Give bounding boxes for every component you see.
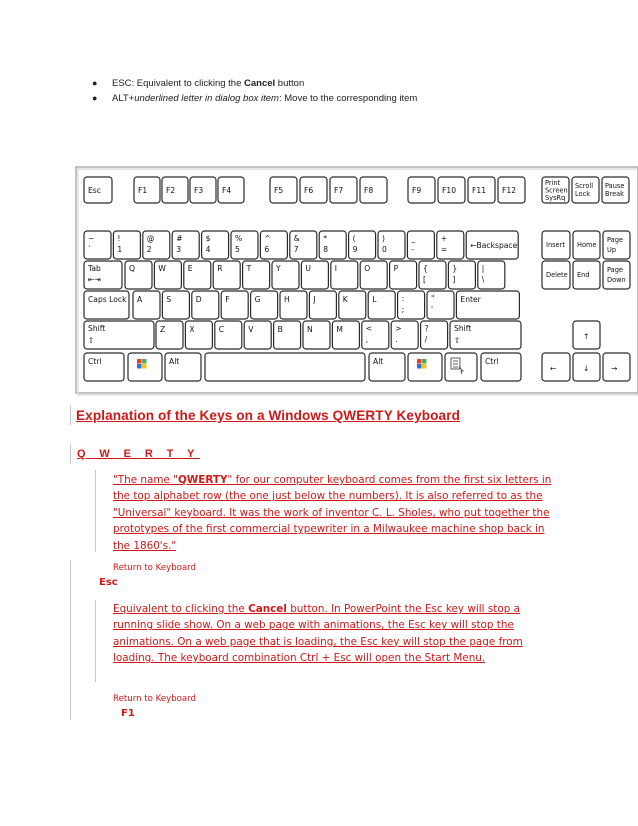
num-key-4[interactable] <box>202 231 229 259</box>
f9-key-label: F9 <box>412 186 422 195</box>
windows-logo-icon <box>137 364 142 369</box>
key-s[interactable] <box>162 291 189 319</box>
key-o[interactable] <box>360 261 387 289</box>
num-key-9-label: ( <box>352 234 356 243</box>
key-x-label: X <box>189 325 195 334</box>
f8-key-label: F8 <box>364 186 374 195</box>
num-key-`-label: ` <box>88 245 92 254</box>
sym-key-2-label: \ <box>481 275 485 284</box>
bullet-text: : Move to the corresponding item <box>278 93 418 104</box>
tab-key-label: Tab <box>88 264 101 273</box>
bullet-dot-icon: ● <box>92 78 98 88</box>
num-key-=-label: + <box>440 234 448 243</box>
left-alt-key[interactable] <box>165 353 201 381</box>
f1-key-label: F1 <box>138 186 148 195</box>
key-l-label: L <box>372 295 377 304</box>
windows-logo-icon <box>137 359 142 364</box>
f7-key[interactable] <box>330 177 357 203</box>
left-rule <box>70 405 71 425</box>
right-alt-key-label: Alt <box>373 357 384 366</box>
sym-key-0-label: [ <box>423 275 426 284</box>
key-r-label: R <box>217 264 223 273</box>
key-n-label: N <box>307 325 313 334</box>
key-j[interactable] <box>309 291 336 319</box>
bullet-item-esc <box>92 76 417 91</box>
f10-key-label: F10 <box>442 186 457 195</box>
left-windows-key[interactable] <box>128 353 162 381</box>
num-key-8[interactable] <box>319 231 346 259</box>
key-i[interactable] <box>331 261 358 289</box>
key-r[interactable] <box>213 261 240 289</box>
sym-key-1[interactable] <box>448 261 475 289</box>
f1-key[interactable] <box>134 177 160 203</box>
num-key-8-label: * <box>323 234 327 243</box>
num-key-4-label: $ <box>205 234 211 243</box>
bullet-text: ALT+ <box>112 93 135 104</box>
f8-key[interactable] <box>360 177 387 203</box>
page-heading[interactable]: Explanation of the Keys on a Windows QWERTY Keyboard <box>76 408 460 423</box>
key-y-label: Y <box>276 264 281 273</box>
key-u-label: U <box>305 264 311 273</box>
page-up-key[interactable] <box>603 231 630 259</box>
key-s-label: S <box>166 295 172 304</box>
num-key-6[interactable] <box>260 231 287 259</box>
windows-logo-icon <box>417 359 422 364</box>
left-shift-key-label: ⇧ <box>88 336 95 345</box>
caps-lock-key[interactable] <box>84 291 129 319</box>
sym-key-1-label: } <box>452 264 458 273</box>
key-x[interactable] <box>185 321 212 349</box>
key-q-label: Q <box>129 264 135 273</box>
page-down-key-label: Down <box>607 276 626 284</box>
windows-logo-icon <box>142 364 147 369</box>
sym-key-0[interactable] <box>419 261 446 289</box>
key-c-label: C <box>218 325 225 334</box>
key-n[interactable] <box>303 321 330 349</box>
right-ctrl-key[interactable] <box>481 353 521 381</box>
key-g-label: G <box>254 295 261 304</box>
f6-key-label: F6 <box>304 186 314 195</box>
esc-key[interactable] <box>84 177 112 203</box>
scroll-lock-key[interactable] <box>572 177 599 203</box>
keyboard-diagram[interactable] <box>72 163 638 397</box>
caps-lock-key-label: Caps Lock <box>88 295 127 304</box>
num-key-2-label: @ <box>146 234 155 243</box>
sym-key-z1-label: . <box>395 335 398 344</box>
sym-key-a1-label: " <box>431 294 435 303</box>
arrow-up-key[interactable] <box>573 321 600 349</box>
f3-key-label: F3 <box>194 186 204 195</box>
sym-key-z1[interactable] <box>391 321 418 349</box>
right-shift-key[interactable] <box>450 321 521 349</box>
tab-key[interactable] <box>84 261 122 289</box>
sym-key-1-label: ] <box>452 275 456 284</box>
f11-key-label: F11 <box>472 186 487 195</box>
sym-key-z2-label: / <box>424 335 428 344</box>
print-screen-key-label: Screen <box>545 186 568 195</box>
left-rule <box>70 560 71 720</box>
paragraph-text: Equivalent to clicking the <box>113 603 249 615</box>
qwerty-heading[interactable]: Q W E R T Y <box>77 448 200 460</box>
print-screen-key-label: Print <box>545 179 561 187</box>
esc-paragraph[interactable] <box>113 601 553 667</box>
f2-key-label: F2 <box>166 186 176 195</box>
key-w[interactable] <box>154 261 181 289</box>
key-f[interactable] <box>221 291 248 319</box>
return-to-keyboard-link[interactable]: Return to Keyboard <box>113 694 197 704</box>
menu-key-cap[interactable] <box>445 353 477 381</box>
arrow-right-key-label: → <box>611 364 618 373</box>
num-key-9-label: 9 <box>352 245 358 254</box>
left-ctrl-key-label: Ctrl <box>88 357 102 366</box>
left-shift-key-label: Shift <box>88 324 106 333</box>
left-rule <box>95 600 96 682</box>
num-key-5[interactable] <box>231 231 258 259</box>
key-d[interactable] <box>192 291 219 319</box>
return-to-keyboard-link[interactable]: Return to Keyboard <box>113 563 197 573</box>
key-k[interactable] <box>339 291 366 319</box>
key-t-label: T <box>246 264 252 273</box>
key-p[interactable] <box>390 261 417 289</box>
key-v-label: V <box>248 325 254 334</box>
pause-break-key-label: Break <box>605 190 625 198</box>
key-b[interactable] <box>274 321 301 349</box>
page-up-key-label: Up <box>607 246 617 254</box>
num-key-`[interactable] <box>84 231 111 259</box>
num-key---label: - <box>411 245 415 254</box>
num-key-=-label: = <box>440 245 448 254</box>
num-key-8-label: 8 <box>323 245 329 254</box>
windows-logo-icon <box>417 364 422 369</box>
right-shift-key-label: ⇧ <box>454 336 461 345</box>
arrow-up-key-label: ↑ <box>583 332 590 341</box>
sym-key-a0[interactable] <box>398 291 425 319</box>
arrow-left-key-label: ← <box>550 364 557 373</box>
num-key-`-label: ~ <box>88 234 95 243</box>
sym-key-z2-label: ? <box>424 324 429 333</box>
key-h-label: H <box>284 295 290 304</box>
key-z-label: Z <box>160 325 166 334</box>
bullet-text: ESC: Equivalent to clicking the <box>112 78 245 89</box>
f7-key-label: F7 <box>334 186 344 195</box>
sym-key-a1[interactable] <box>427 291 454 319</box>
sym-key-a0-label: : <box>401 294 405 303</box>
f12-key-label: F12 <box>502 186 517 195</box>
key-e[interactable] <box>184 261 211 289</box>
f1-heading[interactable]: F1 <box>121 708 135 719</box>
num-key-5-label: 5 <box>235 245 240 254</box>
shortcut-bullet-list <box>92 76 417 106</box>
num-key-6-label: ^ <box>264 234 271 243</box>
key-h[interactable] <box>280 291 307 319</box>
key-f-label: F <box>225 295 230 304</box>
f12-key[interactable] <box>498 177 525 203</box>
end-key[interactable] <box>573 261 600 289</box>
num-key-2[interactable] <box>143 231 170 259</box>
key-p-label: P <box>393 264 399 273</box>
arrow-down-key-label: ↓ <box>583 364 590 373</box>
scroll-lock-key-label: Scroll <box>575 182 594 190</box>
num-key-1[interactable] <box>113 231 140 259</box>
menu-key[interactable] <box>445 353 477 381</box>
scroll-lock-key-label: Lock <box>575 190 591 198</box>
right-shift-key-label: Shift <box>454 324 472 333</box>
right-windows-key[interactable] <box>408 353 442 381</box>
delete-key[interactable] <box>542 261 570 289</box>
windows-logo-icon <box>422 359 427 364</box>
num-key-7-label: 7 <box>293 245 299 254</box>
spacebar-key-cap[interactable] <box>205 353 365 381</box>
key-q[interactable] <box>125 261 152 289</box>
f2-key[interactable] <box>162 177 188 203</box>
insert-key[interactable] <box>542 231 570 259</box>
key-j-label: J <box>313 295 316 304</box>
bullet-italic-text: underlined letter in dialog box item <box>134 93 279 104</box>
paragraph-text: "The name " <box>113 474 178 486</box>
arrow-left-key[interactable] <box>542 353 570 381</box>
key-k-label: K <box>342 295 348 304</box>
qwerty-paragraph[interactable] <box>113 472 553 554</box>
spacebar-key[interactable] <box>205 353 365 381</box>
key-e-label: E <box>187 264 193 273</box>
backspace-key-label: ←Backspace <box>470 241 518 250</box>
backspace-key[interactable] <box>466 231 518 259</box>
left-rule <box>70 444 71 464</box>
esc-heading[interactable]: Esc <box>99 577 118 588</box>
esc-key-label: Esc <box>88 186 101 195</box>
right-alt-key[interactable] <box>369 353 405 381</box>
num-key-1-label: 1 <box>117 245 123 254</box>
paragraph-text: " for our computer keyboard comes from the first six letters in the top alphabet row (the one just below the numbers). It is also referred to as the "Universal" keyboard. It was the work of inventor C. L. Sholes, who put together the prototypes of the first commercial typewriter in a Milwaukee machine shop back in the 1860's." <box>113 474 552 552</box>
key-t[interactable] <box>243 261 270 289</box>
print-screen-key[interactable] <box>542 177 569 203</box>
f10-key[interactable] <box>438 177 465 203</box>
pause-break-key-label: Pause <box>605 182 625 190</box>
enter-key[interactable] <box>456 291 519 319</box>
num-key-3[interactable] <box>172 231 199 259</box>
left-alt-key-label: Alt <box>169 357 180 366</box>
f5-key[interactable] <box>270 177 297 203</box>
paragraph-bold-text: QWERTY <box>177 474 228 486</box>
windows-logo-icon <box>422 364 427 369</box>
arrow-right-key[interactable] <box>603 353 630 381</box>
num-key-1-label: ! <box>117 234 121 243</box>
key-l[interactable] <box>368 291 395 319</box>
key-m-label: M <box>336 325 343 334</box>
num-key-0-label: ) <box>382 234 385 243</box>
sym-key-z1-label: > <box>395 324 402 333</box>
f4-key-label: F4 <box>222 186 232 195</box>
bullet-item-alt <box>92 91 417 106</box>
pause-break-key[interactable] <box>602 177 629 203</box>
key-d-label: D <box>195 295 202 304</box>
end-key-label: End <box>577 271 590 279</box>
num-key-0[interactable] <box>378 231 405 259</box>
key-m[interactable] <box>332 321 359 349</box>
num-key-4-label: 4 <box>205 245 211 254</box>
left-ctrl-key[interactable] <box>84 353 124 381</box>
bullet-dot-icon: ● <box>92 93 98 103</box>
page-down-key-label: Page <box>607 266 623 274</box>
left-rule <box>95 470 96 552</box>
key-u[interactable] <box>301 261 328 289</box>
f11-key[interactable] <box>468 177 495 203</box>
bullet-text: button <box>275 78 305 89</box>
f4-key[interactable] <box>218 177 244 203</box>
page-down-key[interactable] <box>603 261 630 289</box>
num-key-7[interactable] <box>290 231 317 259</box>
num-key-2-label: 2 <box>146 245 152 254</box>
num-key-5-label: % <box>235 234 243 243</box>
num-key-0-label: 0 <box>382 245 387 254</box>
key-o-label: O <box>364 264 371 273</box>
windows-logo-icon <box>142 359 147 364</box>
bullet-bold-text: Cancel <box>244 78 276 89</box>
f5-key-label: F5 <box>274 186 284 195</box>
paragraph-text: button. In PowerPoint the Esc key will stop a running slide show. On a web page with animations, the Esc key will stop the animations. On a web page that is loading, the Esc key will stop the page from loading. The keyboard combination Ctrl + Esc will open the Start Menu. <box>113 603 523 665</box>
page-up-key-label: Page <box>607 236 623 244</box>
sym-key-z0[interactable] <box>362 321 389 349</box>
key-i-label: I <box>334 264 338 273</box>
f9-key[interactable] <box>408 177 435 203</box>
num-key---label: _ <box>411 234 416 243</box>
sym-key-z0-label: < <box>365 324 373 333</box>
enter-key-label: Enter <box>460 295 481 304</box>
key-g[interactable] <box>251 291 278 319</box>
arrow-down-key[interactable] <box>573 353 600 381</box>
insert-key-label: Insert <box>546 241 565 249</box>
sym-key-2-label: | <box>481 264 485 273</box>
paragraph-bold-text: Cancel <box>248 603 287 615</box>
num-key-=[interactable] <box>437 231 464 259</box>
sym-key-a0-label: ; <box>401 305 405 314</box>
print-screen-key-label: SysRq <box>545 193 566 202</box>
sym-key-0-label: { <box>423 264 428 273</box>
key-c[interactable] <box>215 321 242 349</box>
key-w-label: W <box>158 264 166 273</box>
f6-key[interactable] <box>300 177 327 203</box>
key-b-label: B <box>277 325 283 334</box>
home-key[interactable] <box>573 231 600 259</box>
num-key-6-label: 6 <box>264 245 270 254</box>
f3-key[interactable] <box>190 177 216 203</box>
key-y[interactable] <box>272 261 299 289</box>
key-a[interactable] <box>133 291 160 319</box>
key-a-label: A <box>137 295 143 304</box>
key-z[interactable] <box>156 321 183 349</box>
key-v[interactable] <box>244 321 271 349</box>
num-key-3-label: 3 <box>176 245 182 254</box>
sym-key-a1-label: ' <box>431 305 434 314</box>
num-key-7-label: & <box>293 234 300 243</box>
home-key-label: Home <box>577 241 597 249</box>
delete-key-label: Delete <box>546 271 568 279</box>
sym-key-z2[interactable] <box>421 321 448 349</box>
sym-key-z0-label: , <box>365 335 369 344</box>
num-key-3-label: # <box>176 234 183 243</box>
left-shift-key[interactable] <box>84 321 154 349</box>
num-key-9[interactable] <box>349 231 376 259</box>
num-key--[interactable] <box>407 231 434 259</box>
tab-key-label: ⇤⇥ <box>88 275 101 284</box>
sym-key-2[interactable] <box>478 261 505 289</box>
right-ctrl-key-label: Ctrl <box>485 357 499 366</box>
